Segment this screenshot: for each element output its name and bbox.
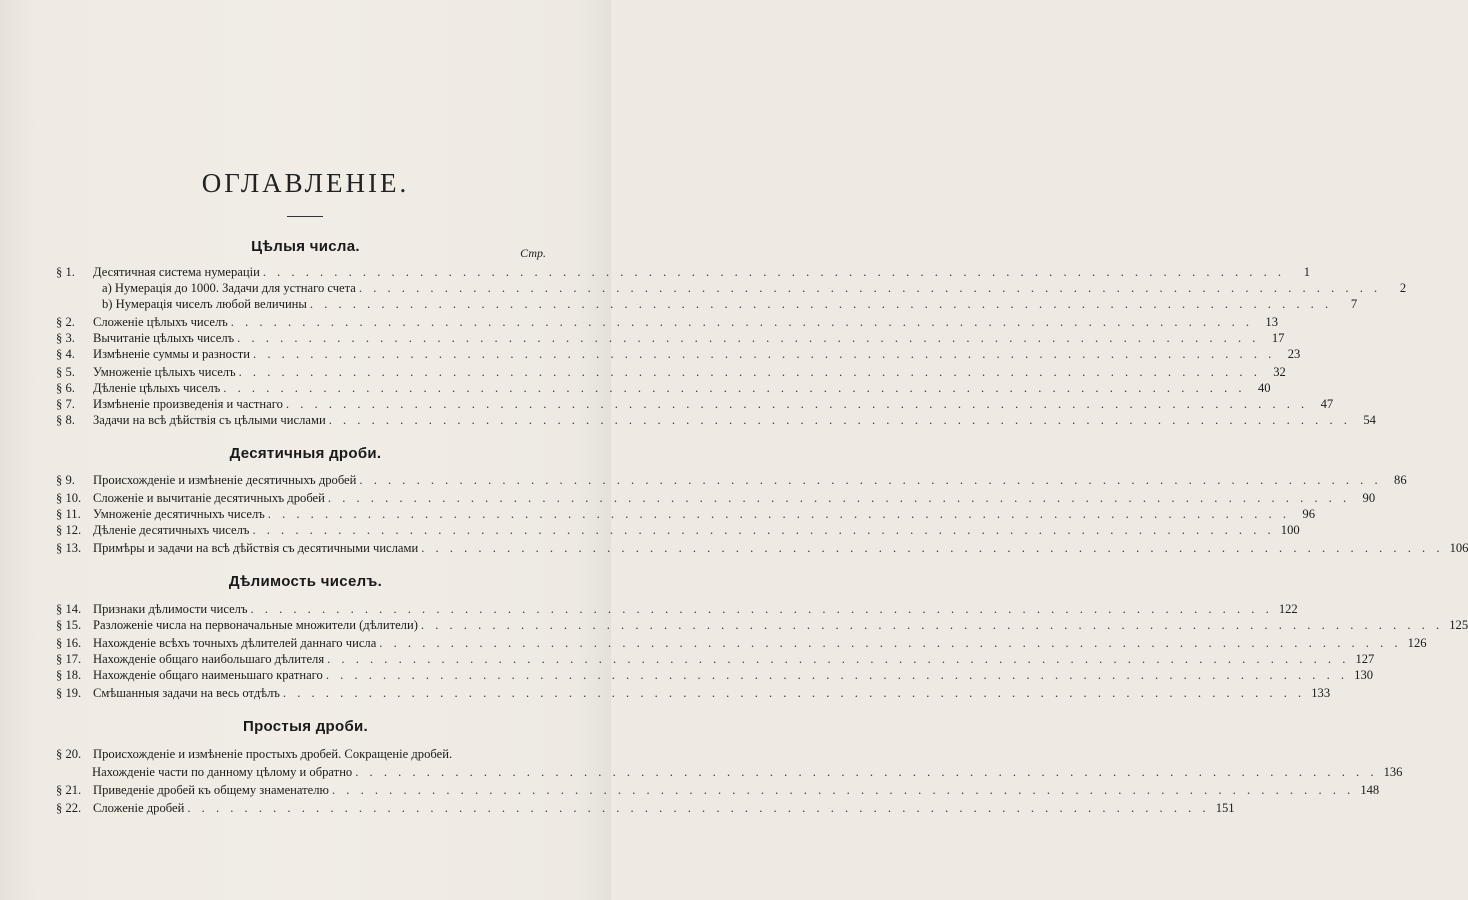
section-number: § 20.: [56, 747, 82, 761]
page-number: 86: [1394, 473, 1407, 487]
toc-entry: [56, 280, 1407, 296]
section-number: § 22.: [56, 801, 82, 815]
page-number: 127: [1355, 652, 1375, 666]
dot-leader: [310, 296, 1332, 312]
entry-title: Десятичная система нумераціи: [93, 265, 260, 279]
section-number: § 1.: [56, 265, 75, 279]
section-number: § 5.: [56, 365, 75, 379]
section-heading: Цѣлыя числа.: [251, 238, 360, 255]
section-heading: Десятичныя дроби.: [229, 445, 382, 462]
page-number: 13: [1265, 315, 1279, 329]
section-number: § 12.: [56, 523, 82, 537]
page-number: 1: [1303, 265, 1311, 279]
page-number: 148: [1360, 783, 1380, 797]
toc-entry: [56, 746, 546, 762]
dot-leader: [332, 782, 1354, 798]
toc-entry: [56, 264, 1311, 280]
title-divider: [287, 216, 323, 217]
entry-title: Умноженіе цѣлыхъ чиселъ: [93, 365, 236, 379]
toc-entry: [56, 396, 1334, 412]
entry-title: Смѣшанныя задачи на весь отдѣлъ: [93, 686, 280, 700]
entry-title: Дѣленіе десятичныхъ чиселъ: [93, 523, 250, 537]
dot-leader: [250, 601, 1272, 617]
page-number: 7: [1350, 297, 1358, 311]
dot-leader: [421, 617, 1443, 633]
entry-title: Нахожденіе всѣхъ точныхъ дѣлителей даннаго числа: [93, 636, 377, 650]
page-number: 126: [1407, 636, 1427, 650]
entry-title: Измѣненіе произведенія и частнаго: [93, 397, 283, 411]
page-number: 136: [1383, 765, 1403, 779]
dot-leader: [223, 380, 1245, 396]
section-number: § 2.: [56, 315, 75, 329]
dot-leader: [252, 522, 1274, 538]
toc-entry: [56, 800, 1235, 816]
entry-title: Разложеніе числа на первоначальные множители (дѣлители): [93, 618, 418, 632]
dot-leader: [239, 364, 1261, 380]
dot-leader: [268, 506, 1290, 522]
toc-entry: [56, 412, 1376, 428]
entry-title: Приведеніе дробей къ общему знаменателю: [93, 783, 329, 797]
page-number: 130: [1354, 668, 1374, 682]
section-number: § 11.: [56, 507, 81, 521]
dot-leader: [263, 264, 1285, 280]
dot-leader: [187, 800, 1209, 816]
toc-entry: [56, 296, 1358, 312]
entry-title: Нахожденіе общаго наибольшаго дѣлителя: [93, 652, 325, 666]
toc-entry: [56, 490, 1376, 506]
entry-title: a) Нумерація до 1000. Задачи для устнаго счета: [102, 281, 356, 295]
section-number: § 9.: [56, 473, 75, 487]
toc-entry: [56, 346, 1301, 362]
dot-leader: [231, 314, 1253, 330]
dot-leader: [283, 685, 1305, 701]
dot-leader: [355, 764, 1377, 780]
page-number: 17: [1271, 331, 1285, 345]
page-number: 125: [1449, 618, 1468, 632]
section-number: § 15.: [56, 618, 82, 632]
toc-entry: [56, 330, 1285, 346]
section-number: § 13.: [56, 541, 82, 555]
toc-entry: [56, 380, 1271, 396]
section-number: § 18.: [56, 668, 82, 682]
toc-entry: [56, 635, 1427, 651]
page-title: ОГЛАВЛЕНІЕ.: [201, 168, 410, 198]
page-number: 122: [1278, 602, 1298, 616]
page-number: 106: [1449, 541, 1468, 555]
dot-leader: [326, 667, 1348, 683]
section-number: § 8.: [56, 413, 75, 427]
page-number: 2: [1399, 281, 1407, 295]
dot-leader: [328, 490, 1350, 506]
section-number: § 4.: [56, 347, 75, 361]
dot-leader: [237, 330, 1259, 346]
dot-leader: [286, 396, 1308, 412]
section-heading: Простыя дроби.: [242, 718, 369, 735]
toc-entry: [56, 617, 1468, 633]
section-number: § 7.: [56, 397, 75, 411]
entry-title: Дѣленіе цѣлыхъ чиселъ: [93, 381, 221, 395]
toc-entry: [56, 506, 1315, 522]
toc-entry: [56, 540, 1468, 556]
section-number: § 6.: [56, 381, 75, 395]
section-number: § 10.: [56, 491, 82, 505]
dot-leader: [359, 472, 1381, 488]
dot-leader: [421, 540, 1443, 556]
toc-entry: [56, 764, 1403, 780]
entry-title: b) Нумерація чиселъ любой величины: [102, 297, 307, 311]
toc-entry: [56, 651, 1375, 667]
entry-title: Примѣры и задачи на всѣ дѣйствія съ десятичными числами: [93, 541, 419, 555]
page-column-label: Стр.: [520, 246, 546, 260]
section-number: § 16.: [56, 636, 82, 650]
entry-title: Умноженіе десятичныхъ чиселъ: [93, 507, 265, 521]
page-number: 133: [1311, 686, 1331, 700]
dot-leader: [379, 635, 1401, 651]
dot-leader: [359, 280, 1381, 296]
entry-title: Нахожденіе общаго наименьшаго кратнаго: [93, 668, 323, 682]
entry-title: Сложеніе дробей: [93, 801, 185, 815]
section-number: § 21.: [56, 783, 82, 797]
section-heading: Дѣлимость чиселъ.: [228, 573, 383, 590]
toc-entry: [56, 685, 1331, 701]
page-number: 100: [1280, 523, 1300, 537]
toc-entry: [56, 364, 1286, 380]
toc-entry: [56, 314, 1279, 330]
entry-title: Нахожденіе части по данному цѣлому и обратно: [92, 765, 353, 779]
entry-title: Задачи на всѣ дѣйствія съ цѣлыми числами: [93, 413, 326, 427]
dot-leader: [329, 412, 1351, 428]
dot-leader: [253, 346, 1275, 362]
section-number: § 19.: [56, 686, 82, 700]
page-number: 151: [1215, 801, 1235, 815]
page-number: 32: [1273, 365, 1286, 379]
page-number: 54: [1363, 413, 1376, 427]
toc-entry: [56, 472, 1407, 488]
section-number: § 17.: [56, 652, 82, 666]
section-number: § 3.: [56, 331, 75, 345]
page-number: 47: [1320, 397, 1334, 411]
toc-entry: [56, 782, 1380, 798]
entry-title: Признаки дѣлимости чиселъ: [93, 602, 248, 616]
dot-leader: [327, 651, 1349, 667]
toc-entry: [56, 522, 1300, 538]
entry-title: Сложеніе и вычитаніе десятичныхъ дробей: [93, 491, 325, 505]
page-number: 23: [1287, 347, 1301, 361]
page-number: 96: [1302, 507, 1315, 521]
entry-title: Измѣненіе суммы и разности: [93, 347, 251, 361]
entry-title: Происхожденіе и измѣненіе простыхъ дробей. Сокращеніе дробей.: [93, 747, 453, 761]
entry-title: Вычитаніе цѣлыхъ чиселъ: [93, 331, 235, 345]
toc-entry: [56, 601, 1298, 617]
entry-title: Происхожденіе и измѣненіе десятичныхъ дробей: [93, 473, 357, 487]
entry-title: Сложеніе цѣлыхъ чиселъ: [93, 315, 228, 329]
page-number: 90: [1362, 491, 1376, 505]
page-number: 40: [1257, 381, 1271, 395]
section-number: § 14.: [56, 602, 82, 616]
toc-entry: [56, 667, 1374, 683]
